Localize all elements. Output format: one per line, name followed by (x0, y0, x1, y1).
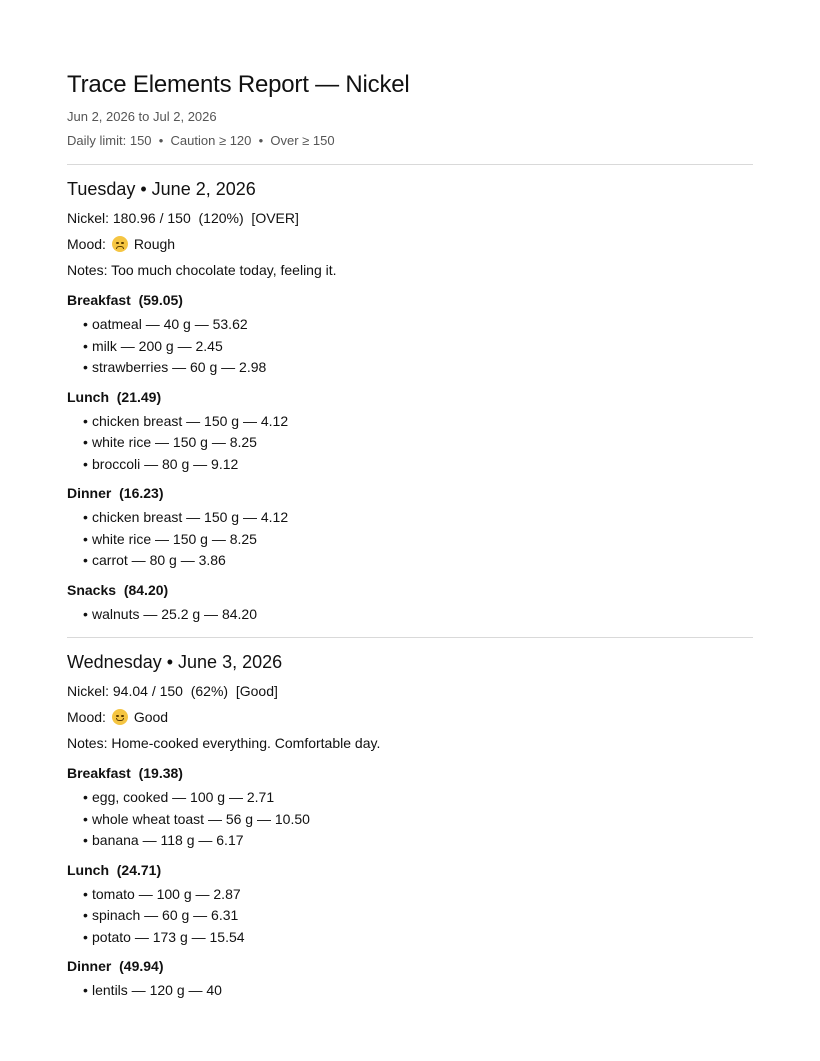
mood-label: Mood: (67, 709, 106, 725)
meal-title: Dinner (16.23) (67, 485, 164, 501)
meal-block (67, 581, 753, 626)
meal-block (67, 291, 753, 379)
food-item-text: egg, cooked — 100 g — 2.71 (92, 789, 275, 805)
food-item-text: oatmeal — 40 g — 53.62 (92, 316, 248, 332)
bullet-icon: • (83, 810, 88, 827)
food-item-text: tomato — 100 g — 2.87 (92, 885, 241, 902)
day-title: Tuesday • June 2, 2026 (67, 179, 256, 199)
mood-value: Good (133, 709, 169, 725)
date-range: Jun 2, 2026 to Jul 2, 2026 (67, 109, 217, 124)
food-item (67, 787, 753, 809)
bullet-icon: • (83, 907, 88, 923)
meal-title: Breakfast (19.38) (67, 765, 183, 781)
bullet-icon: • (83, 434, 88, 450)
days-list (67, 165, 753, 1002)
meal-title: Breakfast (59.05) (67, 292, 183, 308)
food-item (67, 454, 753, 476)
bullet-icon: • (83, 982, 88, 998)
food-item (67, 604, 753, 626)
meal-block (67, 764, 753, 852)
food-item-text: broccoli — 80 g — 9.12 (92, 455, 239, 472)
bullet-icon: • (83, 316, 88, 332)
food-item-text: strawberries — 60 g — 2.98 (92, 359, 267, 375)
bullet-icon: • (83, 412, 88, 429)
food-item-text: carrot — 80 g — 3.86 (92, 552, 226, 568)
food-item (67, 830, 753, 852)
food-item (67, 357, 753, 379)
food-item-text: white rice — 150 g — 8.25 (92, 530, 257, 547)
meal-block (67, 484, 753, 572)
food-item (67, 927, 753, 949)
food-item (67, 884, 753, 906)
food-item-text: chicken breast — 150 g — 4.12 (92, 509, 289, 525)
meal-title: Snacks (84.20) (67, 581, 169, 598)
bullet-icon: • (83, 832, 88, 848)
nickel-total: Nickel: 180.96 / 150 (120%) [OVER] (67, 210, 299, 226)
day-notes: Notes: Home-cooked everything. Comfortable day. (67, 735, 381, 751)
food-list (67, 604, 753, 626)
bullet-icon: • (83, 552, 88, 568)
bullet-icon: • (83, 928, 88, 945)
food-list (67, 314, 753, 379)
food-item-text: walnuts — 25.2 g — 84.20 (92, 605, 257, 622)
food-item (67, 529, 753, 551)
food-item-text: milk — 200 g — 2.45 (92, 337, 223, 354)
bullet-icon: • (83, 337, 88, 354)
limit-legend: Daily limit: 150 • Caution ≥ 120 • Over ≥ 150 (67, 133, 335, 148)
bullet-icon: • (83, 455, 88, 472)
food-item (67, 314, 753, 336)
smiling-face-icon (112, 709, 128, 725)
food-item (67, 507, 753, 529)
food-item-text: potato — 173 g — 15.54 (92, 928, 245, 945)
food-item (67, 905, 753, 927)
food-item-text: white rice — 150 g — 8.25 (92, 434, 257, 450)
food-item (67, 809, 753, 831)
report-title: Trace Elements Report — Nickel (67, 71, 410, 98)
bullet-icon: • (83, 359, 88, 375)
meal-title: Lunch (24.71) (67, 861, 162, 878)
meal-title: Dinner (49.94) (67, 958, 164, 974)
food-list (67, 411, 753, 476)
food-item-text: whole wheat toast — 56 g — 10.50 (92, 810, 310, 827)
food-list (67, 884, 753, 949)
food-item (67, 550, 753, 572)
food-item (67, 980, 753, 1002)
day-section (67, 165, 753, 625)
food-item-text: spinach — 60 g — 6.31 (92, 907, 239, 923)
bullet-icon: • (83, 789, 88, 805)
mood-label: Mood: (67, 236, 106, 252)
day-section (67, 638, 753, 1002)
meal-title: Lunch (21.49) (67, 388, 162, 405)
meal-block (67, 388, 753, 476)
food-item (67, 336, 753, 358)
bullet-icon: • (83, 509, 88, 525)
nickel-total: Nickel: 94.04 / 150 (62%) [Good] (67, 683, 278, 699)
food-item-text: banana — 118 g — 6.17 (92, 832, 244, 848)
food-item (67, 432, 753, 454)
food-item (67, 411, 753, 433)
meal-block (67, 957, 753, 1002)
food-item-text: chicken breast — 150 g — 4.12 (92, 412, 289, 429)
bullet-icon: • (83, 530, 88, 547)
bullet-icon: • (83, 885, 88, 902)
sad-face-icon (112, 236, 128, 252)
food-list (67, 507, 753, 572)
mood-value: Rough (133, 236, 176, 252)
food-list (67, 980, 753, 1002)
bullet-icon: • (83, 605, 88, 622)
day-title: Wednesday • June 3, 2026 (67, 652, 283, 672)
mood-line (67, 708, 753, 726)
food-list (67, 787, 753, 852)
mood-line (67, 235, 753, 253)
day-notes: Notes: Too much chocolate today, feeling it. (67, 262, 337, 278)
food-item-text: lentils — 120 g — 40 (92, 982, 222, 998)
meal-block (67, 861, 753, 949)
